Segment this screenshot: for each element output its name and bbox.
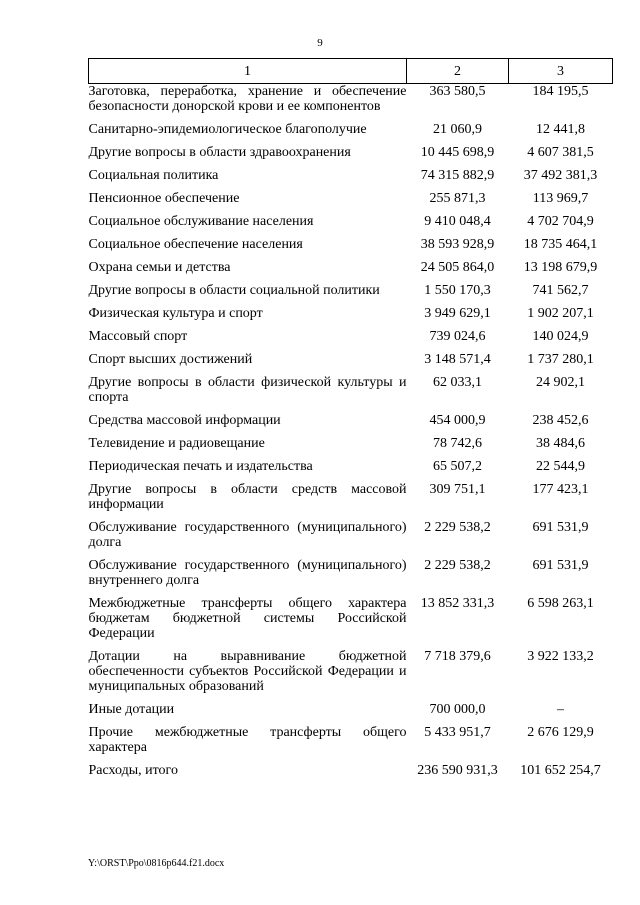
row-name: Периодическая печать и издательства (88, 459, 313, 474)
table-row (89, 352, 613, 375)
row-value-col3: 691 531,9 (532, 558, 589, 573)
row-value-col3: 177 423,1 (532, 482, 589, 497)
row-name: Другие вопросы в области физической культуры и спорта (88, 375, 407, 405)
row-name: Социальная политика (88, 168, 219, 183)
table-header-row (89, 59, 613, 84)
row-value-col2: 13 852 331,3 (420, 596, 495, 611)
table-row (89, 122, 613, 145)
row-value-col2: 255 871,3 (429, 191, 486, 206)
file-path-footer: Y:\ORST\Ppo\0816p644.f21.docx (88, 858, 225, 869)
row-value-col3: 113 969,7 (532, 191, 589, 206)
row-name: Социальное обеспечение населения (88, 237, 303, 252)
table-row (89, 214, 613, 237)
row-name: Дотации на выравнивание бюджетной обеспеченности субъектов Российской Федерации и муниципальных образований (88, 649, 407, 694)
row-value-col3: 12 441,8 (536, 122, 585, 137)
table-row (89, 436, 613, 459)
row-value-col2: 78 742,6 (433, 436, 482, 451)
table-row (89, 191, 613, 214)
row-value-col2: 5 433 951,7 (424, 725, 491, 740)
row-value-col3: 24 902,1 (536, 375, 585, 390)
row-value-col3: 38 484,6 (536, 436, 585, 451)
row-value-col3: 184 195,5 (532, 84, 589, 99)
table-row (89, 702, 613, 725)
row-name: Другие вопросы в области социальной политики (88, 283, 380, 298)
table-row (89, 558, 613, 596)
row-value-col2: 363 580,5 (429, 84, 486, 99)
row-value-col3: 4 607 381,5 (527, 145, 594, 160)
table-row (89, 283, 613, 306)
row-value-col3: 741 562,7 (532, 283, 589, 298)
row-value-col3: – (557, 702, 564, 717)
row-value-col2: 2 229 538,2 (424, 520, 491, 535)
table-row (89, 459, 613, 482)
row-value-col3: 13 198 679,9 (523, 260, 598, 275)
row-value-col3: 691 531,9 (532, 520, 589, 535)
row-value-col2: 454 000,9 (429, 413, 486, 428)
row-name: Обслуживание государственного (муниципального) долга (88, 520, 407, 550)
row-name: Межбюджетные трансферты общего характера бюджетам бюджетной системы Российской Федерации (88, 596, 407, 641)
row-value-col2: 1 550 170,3 (424, 283, 491, 298)
row-name: Заготовка, переработка, хранение и обеспечение безопасности донорской крови и ее компонентов (88, 84, 407, 114)
row-name: Пенсионное обеспечение (88, 191, 240, 206)
table-row (89, 145, 613, 168)
row-value-col3: 101 652 254,7 (520, 763, 601, 778)
row-value-col3: 1 902 207,1 (527, 306, 594, 321)
row-value-col3: 3 922 133,2 (527, 649, 594, 664)
table-row (89, 375, 613, 413)
row-name: Прочие межбюджетные трансферты общего характера (88, 725, 407, 755)
row-name: Телевидение и радиовещание (88, 436, 265, 451)
table-row (89, 763, 613, 786)
row-value-col2: 3 148 571,4 (424, 352, 491, 367)
column-header-3: 3 (509, 59, 613, 84)
row-value-col2: 7 718 379,6 (424, 649, 491, 664)
row-name: Физическая культура и спорт (88, 306, 263, 321)
row-name: Спорт высших достижений (88, 352, 253, 367)
table-row (89, 260, 613, 283)
row-value-col3: 1 737 280,1 (527, 352, 594, 367)
row-name: Охрана семьи и детства (88, 260, 231, 275)
row-name: Обслуживание государственного (муниципального) внутреннего долга (88, 558, 407, 588)
table-row (89, 329, 613, 352)
row-value-col3: 37 492 381,3 (523, 168, 598, 183)
row-value-col2: 236 590 931,3 (417, 763, 498, 778)
table-row (89, 306, 613, 329)
budget-table (88, 58, 613, 786)
row-name: Другие вопросы в области здравоохранения (88, 145, 351, 160)
table-row (89, 725, 613, 763)
row-value-col3: 22 544,9 (536, 459, 585, 474)
row-name: Санитарно-эпидемиологическое благополучие (88, 122, 367, 137)
row-value-col3: 4 702 704,9 (527, 214, 594, 229)
row-name: Массовый спорт (88, 329, 188, 344)
row-name: Иные дотации (88, 702, 175, 717)
row-value-col3: 140 024,9 (532, 329, 589, 344)
table-row (89, 649, 613, 702)
row-value-col3: 238 452,6 (532, 413, 589, 428)
row-name: Средства массовой информации (88, 413, 281, 428)
row-value-col2: 2 229 538,2 (424, 558, 491, 573)
row-value-col2: 65 507,2 (433, 459, 482, 474)
table-row (89, 237, 613, 260)
row-value-col2: 38 593 928,9 (420, 237, 495, 252)
table-body (89, 84, 613, 787)
table-row (89, 413, 613, 436)
table-row (89, 482, 613, 520)
table-row (89, 520, 613, 558)
row-value-col2: 700 000,0 (429, 702, 486, 717)
table-row (89, 84, 613, 123)
row-value-col2: 3 949 629,1 (424, 306, 491, 321)
column-header-2: 2 (407, 59, 509, 84)
row-value-col2: 739 024,6 (429, 329, 486, 344)
row-value-col3: 6 598 263,1 (527, 596, 594, 611)
table-row (89, 596, 613, 649)
row-value-col2: 62 033,1 (433, 375, 482, 390)
row-name: Расходы, итого (88, 763, 178, 778)
row-value-col3: 2 676 129,9 (527, 725, 594, 740)
row-value-col2: 24 505 864,0 (420, 260, 495, 275)
row-name: Другие вопросы в области средств массовой информации (88, 482, 407, 512)
row-value-col2: 74 315 882,9 (420, 168, 495, 183)
row-name: Социальное обслуживание населения (88, 214, 314, 229)
column-header-1: 1 (89, 59, 407, 84)
row-value-col2: 21 060,9 (433, 122, 482, 137)
row-value-col2: 9 410 048,4 (424, 214, 491, 229)
row-value-col3: 18 735 464,1 (523, 237, 598, 252)
row-value-col2: 309 751,1 (429, 482, 486, 497)
row-value-col2: 10 445 698,9 (420, 145, 495, 160)
page-number: 9 (317, 37, 323, 49)
table-row (89, 168, 613, 191)
